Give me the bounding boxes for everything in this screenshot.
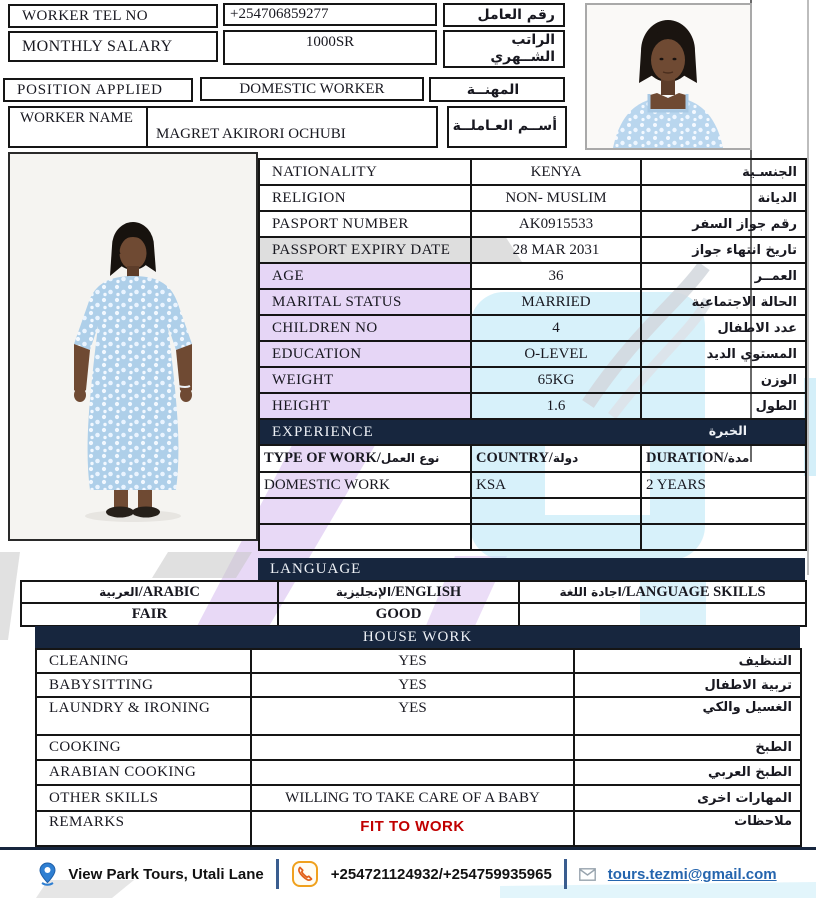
detail-label: EDUCATION xyxy=(259,341,471,367)
housework-arabic: الطبخ xyxy=(574,735,801,760)
duration-header: DURATION/مدة xyxy=(641,445,806,472)
detail-value: MARRIED xyxy=(471,289,641,315)
worker-name-value: MAGRET AKIRORI OCHUBI xyxy=(156,126,346,142)
worker-tel-value: +254706859277 xyxy=(223,3,437,26)
detail-value: NON- MUSLIM xyxy=(471,185,641,211)
table-row xyxy=(259,159,806,185)
other-skills-label: OTHER SKILLS xyxy=(36,785,251,811)
housework-label: CLEANING xyxy=(36,649,251,673)
detail-value: 4 xyxy=(471,315,641,341)
detail-value: 1.6 xyxy=(471,393,641,419)
detail-value: 65KG xyxy=(471,367,641,393)
worker-portrait-photo xyxy=(585,3,752,150)
language-section-header: LANGUAGE xyxy=(258,558,805,580)
arabic-language-header: ARABIC/العربية xyxy=(21,581,278,603)
experience-title-arabic: الخبرة xyxy=(708,423,747,438)
experience-duration: 2 YEARS xyxy=(641,472,806,498)
experience-header-row xyxy=(259,419,806,445)
worker-name-label: WORKER NAME xyxy=(10,108,148,146)
housework-row xyxy=(36,697,801,735)
worker-tel-arabic: رقم العامل xyxy=(443,3,565,27)
envelope-icon xyxy=(579,868,596,881)
experience-duration xyxy=(641,524,806,550)
worker-fullbody-photo xyxy=(8,152,258,541)
experience-type: DOMESTIC WORK xyxy=(259,472,471,498)
table-row xyxy=(259,315,806,341)
detail-label: HEIGHT xyxy=(259,393,471,419)
other-skills-value: WILLING TO TAKE CARE OF A BABY xyxy=(251,785,574,811)
detail-arabic: عدد الاطفال xyxy=(641,315,806,341)
detail-label: NATIONALITY xyxy=(259,159,471,185)
table-row xyxy=(259,289,806,315)
english-language-header: ENGLISH/الإنجليزية xyxy=(278,581,519,603)
detail-arabic: الوزن xyxy=(641,367,806,393)
table-row xyxy=(259,263,806,289)
detail-label: MARITAL STATUS xyxy=(259,289,471,315)
monthly-salary-arabic: الراتب الشــهري xyxy=(443,30,565,68)
housework-label: COOKING xyxy=(36,735,251,760)
housework-arabic: تربية الاطفال xyxy=(574,673,801,697)
experience-country xyxy=(471,498,641,524)
monthly-salary-label: MONTHLY SALARY xyxy=(8,31,218,62)
detail-arabic: الحالة الاجتماعية xyxy=(641,289,806,315)
experience-type xyxy=(259,524,471,550)
footer-divider-line xyxy=(0,847,816,850)
worker-name-box xyxy=(8,106,438,148)
table-row xyxy=(259,393,806,419)
language-values-row xyxy=(21,603,806,626)
house-work-section-header: HOUSE WORK xyxy=(35,626,800,648)
housework-value: YES xyxy=(251,673,574,697)
remarks-value: FIT TO WORK xyxy=(251,811,574,846)
housework-row xyxy=(36,673,801,697)
arabic-skill-value: FAIR xyxy=(21,603,278,626)
worker-tel-label: WORKER TEL NO xyxy=(8,4,218,28)
detail-label: PASSPORT EXPIRY DATE xyxy=(259,237,471,263)
detail-arabic: العمــر xyxy=(641,263,806,289)
footer-phones: +254721124932/+254759935965 xyxy=(330,865,552,883)
table-row xyxy=(259,341,806,367)
footer-address: View Park Tours, Utali Lane xyxy=(68,865,264,883)
housework-row xyxy=(36,785,801,811)
location-pin-icon xyxy=(39,862,56,886)
table-row xyxy=(259,211,806,237)
position-applied-value: DOMESTIC WORKER xyxy=(200,77,424,101)
experience-row xyxy=(259,498,806,524)
table-row xyxy=(259,185,806,211)
housework-label: LAUNDRY & IRONING xyxy=(36,697,251,735)
detail-label: WEIGHT xyxy=(259,367,471,393)
remarks-label: REMARKS xyxy=(36,811,251,846)
detail-label: RELIGION xyxy=(259,185,471,211)
language-table xyxy=(20,580,807,627)
language-header-row xyxy=(21,581,806,603)
worker-name-arabic: أســم العـاملــة xyxy=(447,106,567,148)
experience-row xyxy=(259,472,806,498)
detail-value: 36 xyxy=(471,263,641,289)
experience-duration xyxy=(641,498,806,524)
type-of-work-header: TYPE OF WORK/نوع العمل xyxy=(259,445,471,472)
experience-row xyxy=(259,524,806,550)
detail-arabic: رقم جواز السفر xyxy=(641,211,806,237)
detail-value: 28 MAR 2031 xyxy=(471,237,641,263)
remarks-row xyxy=(36,811,801,846)
detail-arabic: الجنسـية xyxy=(641,159,806,185)
housework-row xyxy=(36,760,801,785)
housework-arabic: التنظيف xyxy=(574,649,801,673)
language-skills-header: LANGUAGE SKILLS/اجادة اللغة xyxy=(519,581,806,603)
language-skills-value xyxy=(519,603,806,626)
monthly-salary-value: 1000SR xyxy=(223,30,437,65)
housework-value xyxy=(251,760,574,785)
experience-country xyxy=(471,524,641,550)
portrait-image xyxy=(587,5,750,148)
footer-email-link[interactable]: tours.tezmi@gmail.com xyxy=(607,865,777,883)
detail-label: AGE xyxy=(259,263,471,289)
fullbody-image xyxy=(10,154,256,539)
housework-label: ARABIAN COOKING xyxy=(36,760,251,785)
housework-arabic: الغسيل والكي xyxy=(574,697,801,735)
experience-country: KSA xyxy=(471,472,641,498)
other-skills-arabic: المهارات اخرى xyxy=(574,785,801,811)
housework-row xyxy=(36,649,801,673)
housework-value: YES xyxy=(251,697,574,735)
footer-contact-bar xyxy=(0,854,816,894)
detail-value: AK0915533 xyxy=(471,211,641,237)
house-work-table xyxy=(35,648,802,847)
housework-row xyxy=(36,735,801,760)
footer-separator xyxy=(276,859,279,889)
country-header: COUNTRY/دولة xyxy=(471,445,641,472)
detail-label: PASPORT NUMBER xyxy=(259,211,471,237)
experience-title: EXPERIENCE الخبرة xyxy=(259,419,806,445)
experience-type xyxy=(259,498,471,524)
detail-arabic: المستوي الديد xyxy=(641,341,806,367)
housework-value: YES xyxy=(251,649,574,673)
detail-arabic: الديانة xyxy=(641,185,806,211)
housework-arabic: الطبخ العربي xyxy=(574,760,801,785)
table-row xyxy=(259,237,806,263)
position-applied-arabic: المهنــة xyxy=(429,77,565,102)
detail-arabic: تاريخ انتهاء جواز xyxy=(641,237,806,263)
table-row xyxy=(259,367,806,393)
position-applied-label: POSITION APPLIED xyxy=(3,78,193,102)
detail-label: CHILDREN NO xyxy=(259,315,471,341)
detail-value: KENYA xyxy=(471,159,641,185)
phone-icon xyxy=(291,860,319,888)
remarks-arabic: ملاحظات xyxy=(574,811,801,846)
worker-details-table xyxy=(258,158,807,551)
housework-label: BABYSITTING xyxy=(36,673,251,697)
housework-value xyxy=(251,735,574,760)
english-skill-value: GOOD xyxy=(278,603,519,626)
detail-arabic: الطول xyxy=(641,393,806,419)
experience-columns-row xyxy=(259,445,806,472)
footer-separator xyxy=(564,859,567,889)
detail-value: O-LEVEL xyxy=(471,341,641,367)
